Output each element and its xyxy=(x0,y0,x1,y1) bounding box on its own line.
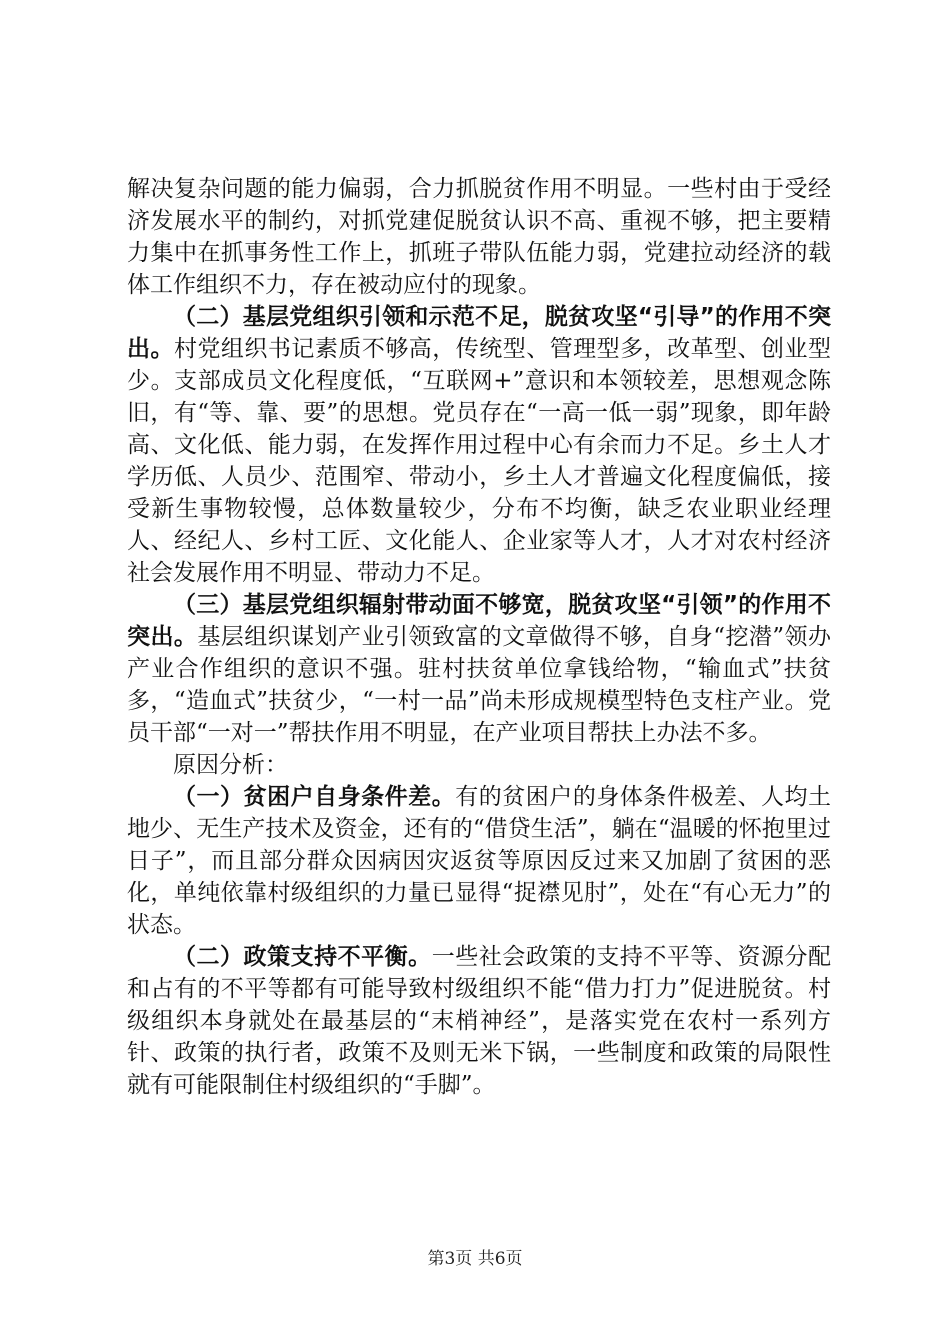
paragraph-text: 村党组织书记素质不够高，传统型、管理型多，改革型、创业型少。支部成员文化程度低，“互联网+”意识和本领较差，思想观念陈旧，有“等、靠、要”的思想。党员存在“一高一低一弱”现象，即年龄高、文化低、能力弱，在发挥作用过程中心有余而力不足。乡土人才学历低、人员少、范围窄、带动小，乡土人才普遍文化程度偏低，接受新生事物较慢，总体数量较少，分布不均衡，缺乏农业职业经理人、经纪人、乡村工匠、文化能人、企业家等人才，人才对农村经济社会发展作用不明显、带动力不足。 xyxy=(127,336,832,586)
paragraph-bold-lead: （三）基层党组织辐射带动面不够宽，脱贫攻坚“引领”的作用不突出。 xyxy=(127,592,831,650)
paragraph-text: 基层组织谋划产业引领致富的文章做得不够，自身“挖潜”领办产业合作组织的意识不强。驻村扶贫单位拿钱给物，“输血式”扶贫多，“造血式”扶贫少，“一村一品”尚未形成规模型特色支柱产业。党员干部“一对一”帮扶作用不明显，在产业项目帮扶上办法不多。 xyxy=(127,624,831,746)
paragraph xyxy=(127,173,831,301)
paragraph xyxy=(127,941,831,1101)
paragraph-bold-lead: （一）贫困户自身条件差。 xyxy=(173,784,456,810)
page-footer xyxy=(0,1244,950,1269)
paragraph-text: 有的贫困户的身体条件极差、人均土地少、无生产技术及资金，还有的“借贷生活”，躺在“温暖的怀抱里过日子”，而且部分群众因病因灾返贫等原因反过来又加剧了贫困的恶化，单纯依靠村级组织的力量已显得“捉襟见肘”，处在“有心无力”的状态。 xyxy=(127,784,832,938)
paragraph-bold-lead: （二）政策支持不平衡。 xyxy=(173,944,432,970)
document-body xyxy=(127,173,831,1101)
page-number-label: 第3页 共6页 xyxy=(427,1249,523,1269)
paragraph-text: 一些社会政策的支持不平等、资源分配和占有的不平等都有可能导致村级组织不能“借力打力”促进脱贫。村级组织本身就处在最基层的“末梢神经”，是落实党在农村一系列方针、政策的执行者，政策不及则无米下锅，一些制度和政策的局限性就有可能限制住村级组织的“手脚”。 xyxy=(127,944,832,1098)
section-heading xyxy=(127,749,831,781)
paragraph xyxy=(127,589,831,749)
paragraph-text: 解决复杂问题的能力偏弱，合力抓脱贫作用不明显。一些村由于受经济发展水平的制约，对抓党建促脱贫认识不高、重视不够，把主要精力集中在抓事务性工作上，抓班子带队伍能力弱，党建拉动经济的载体工作组织不力，存在被动应付的现象。 xyxy=(127,176,831,298)
paragraph xyxy=(127,781,831,941)
paragraph xyxy=(127,301,831,589)
paragraph-text: 原因分析： xyxy=(173,752,288,778)
paragraph-bold-lead: （二）基层党组织引领和示范不足，脱贫攻坚“引导”的作用不突出。 xyxy=(127,304,831,362)
